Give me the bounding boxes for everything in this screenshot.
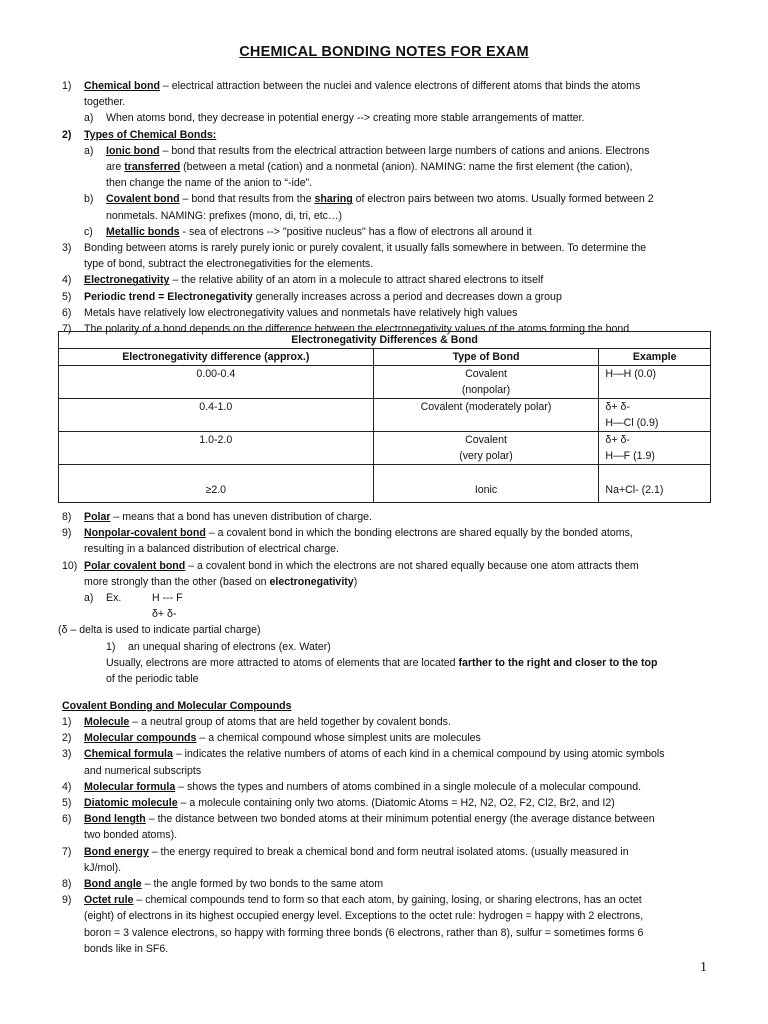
bonding-list-part1 [62,78,712,337]
list-item: 1) Chemical bond – electrical attraction between the nuclei and valence electrons of different atoms that binds the atoms [62,80,641,92]
indented-note-cont: of the periodic table [106,673,199,686]
table-header: Example [599,349,711,366]
table-cell-diff: 0.00-0.4 [59,366,374,399]
section-title: Covalent Bonding and Molecular Compounds [62,700,292,712]
table-cell-diff: ≥2.0 [59,465,374,503]
list-item: 9) Octet rule – chemical compounds tend to form so that each atom, by gaining, losing, or sharing electrons, has an octet [62,894,642,907]
list-item: 5) Diatomic molecule – a molecule containing only two atoms. (Diatomic Atoms = H2, N2, O2, F2, Cl2, Br2, and I2) [62,797,615,810]
list-item: 4) Molecular formula – shows the types and numbers of atoms combined in a single molecule of a molecular compound. [62,780,642,793]
list-item: 2) Types of Chemical Bonds: [62,128,217,141]
list-item-cont: two bonded atoms). [84,829,178,842]
section-header [62,698,712,714]
table-row [59,432,711,465]
list-item: 7) The polarity of a bond depends on the difference between the electronegativity values of the atoms forming the bond [62,323,630,336]
table-cell-type: Covalent (nonpolar) [373,366,599,399]
table-header: Electronegativity difference (approx.) [59,349,374,366]
table-cell-example: δ+ δ- H—F (1.9) [599,432,711,465]
list-item: 5) Periodic trend = Electronegativity generally increases across a period and decreases down a group [62,290,562,303]
list-item-cont: more strongly than the other (based on electronegativity) [84,575,358,588]
list-item-cont: bonds like in SF6. [84,942,169,955]
bonding-list-part3 [62,714,712,957]
table-cell-example: Na+Cl- (2.1) [599,465,711,503]
list-item: 2) Molecular compounds – a chemical compound whose simplest units are molecules [62,732,481,745]
list-subitem: a) Ionic bond – bond that results from the electrical attraction between large numbers of cations and anions. Electrons [84,144,650,157]
list-item: 6) Metals have relatively low electronegativity values and nonmetals have relatively high values [62,306,518,319]
table-row [59,366,711,399]
list-item: 8) Polar – means that a bond has uneven distribution of charge. [62,511,372,523]
list-item-cont: (eight) of electrons in its highest occupied energy level. Exceptions to the octet rule: hydrogen = happy with 2 electrons, [84,910,644,923]
table-cell-type: Ionic [373,465,599,503]
table-cell-type: Covalent (moderately polar) [373,399,599,432]
table-caption: Electronegativity Differences & Bond [59,332,711,349]
table-cell-example: δ+ δ- H—Cl (0.9) [599,399,711,432]
list-item: 3) Chemical formula – indicates the relative numbers of atoms of each kind in a chemical compound by using atomic symbols [62,748,665,761]
list-subitem: b) Covalent bond – bond that results from the sharing of electron pairs between two atoms. Usually formed between 2 [84,193,654,206]
list-item-cont: together. [84,96,126,109]
list-subitem-cont: are transferred (between a metal (cation) and a nonmetal (anion). NAMING: name the first element (the cation), [106,161,633,174]
list-item: 3) Bonding between atoms is rarely purely ionic or purely covalent, it usually falls somewhere in between. To determine the [62,242,647,255]
list-item-cont: and numerical subscripts [84,764,202,777]
example-charges: δ+ δ- [152,608,177,621]
list-item: 4) Electronegativity – the relative ability of an atom in a molecule to attract shared electrons to itself [62,274,544,287]
list-item: 1) Molecule – a neutral group of atoms that are held together by covalent bonds. [62,716,451,728]
list-subitem-cont: then change the name of the anion to “-ide”. [106,177,313,190]
indented-note: Usually, electrons are more attracted to atoms of elements that are located farther to the right and closer to the top [106,656,658,669]
list-item: 6) Bond length – the distance between two bonded atoms at their minimum potential energy (the average distance between [62,813,655,826]
table-row [59,465,711,503]
page-title: CHEMICAL BONDING NOTES FOR EXAM [239,44,529,60]
delta-note: (δ – delta is used to indicate partial charge) [58,624,261,637]
list-item-cont: type of bond, subtract the electronegativities for the elements. [84,258,374,271]
table-header: Type of Bond [373,349,599,366]
list-item-cont: resulting in a balanced distribution of electrical charge. [84,543,339,556]
table-row [59,399,711,432]
list-subitem: a) When atoms bond, they decrease in potential energy --> creating more stable arrangements of matter. [84,112,585,125]
list-item: 10) Polar covalent bond – a covalent bond in which the electrons are not shared equally because one atom attracts them [62,559,639,572]
list-subitem-cont: nonmetals. NAMING: prefixes (mono, di, tri, etc…) [106,209,343,222]
table-cell-type: Covalent (very polar) [373,432,599,465]
list-item: 8) Bond angle – the angle formed by two bonds to the same atom [62,878,384,891]
electronegativity-table [58,331,711,503]
list-item: 7) Bond energy – the energy required to break a chemical bond and form neutral isolated atoms. (usually measured in [62,845,629,858]
list-item: 9) Nonpolar-covalent bond – a covalent bond in which the bonding electrons are shared equally by the bonded atoms, [62,527,633,540]
indented-item: 1) an unequal sharing of electrons (ex. Water) [106,640,331,653]
table-cell-diff: 1.0-2.0 [59,432,374,465]
list-item-cont: boron = 3 valence electrons, so happy with forming three bonds (6 electrons, rather than 8), sulfur = sometimes forms 6 [84,926,644,939]
list-subitem: c) Metallic bonds - sea of electrons --> "positive nucleus" has a flow of electrons all around it [84,225,532,238]
page-number: 1 [700,960,707,975]
example-line: a) Ex. H --- F [84,592,183,605]
bonding-list-part2 [58,509,712,687]
table-cell-diff: 0.4-1.0 [59,399,374,432]
table-cell-example: H—H (0.0) [599,366,711,399]
list-item-cont: kJ/mol). [84,861,122,874]
